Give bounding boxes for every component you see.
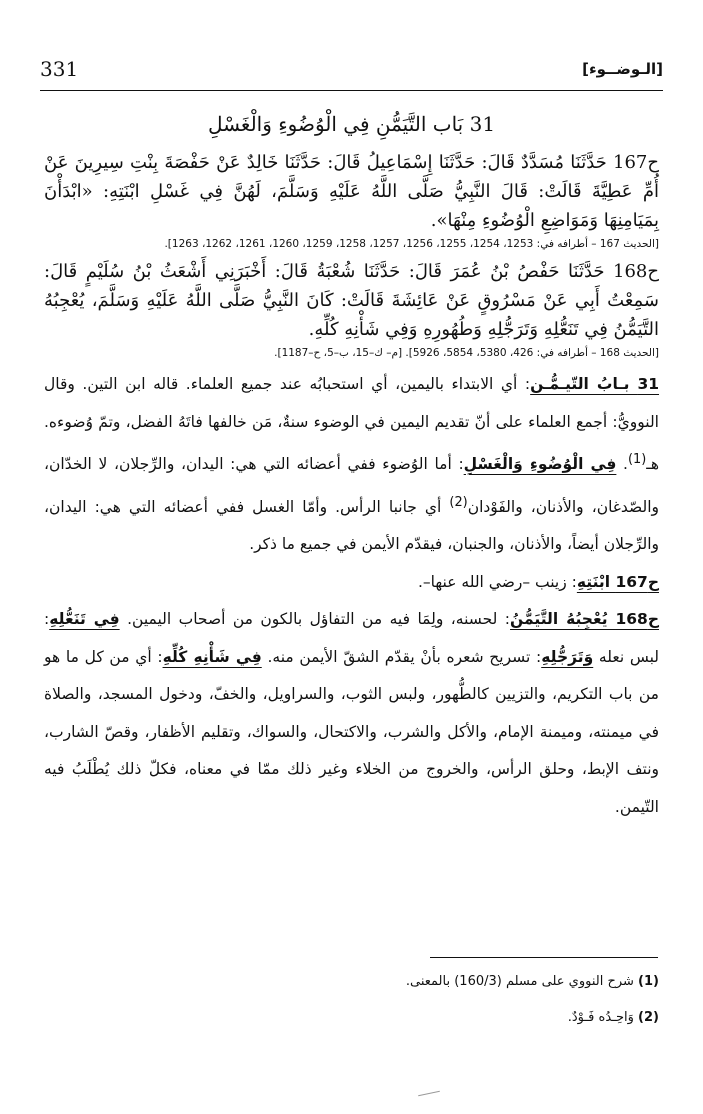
hadith-167-refs: [الحديث 167 – أطرافه في: 1253، 1254، 1255، 1256، 1257، 1258، 1259، 1260، 1261، 1262، 1263]. — [164, 238, 659, 250]
footnote-number: (1) — [638, 974, 659, 989]
footnote-2 — [44, 1000, 659, 1036]
page-number: 331 — [40, 57, 79, 81]
hadith-168-refs: [الحديث 168 – أطرافه في: 426، 5380، 5854، 5926]. [م– ك–15، ب–5، ح–1187]. — [274, 347, 659, 359]
commentary-text: : لحسنه، ولِمَا فيه من التفاؤل بالكون من أصحاب اليمين. — [127, 610, 511, 629]
keyword-tanaulihi: فِي تَنَعُّلِهِ — [49, 610, 120, 629]
footnote-ref-2[interactable]: (2) — [449, 494, 468, 510]
footnote-text: وَاحِـدُه فَـوْدٌ. — [567, 1010, 634, 1025]
main-text — [44, 100, 659, 826]
hadith-167-text: ح167 حَدَّثَنَا مُسَدَّدٌ قَالَ: حَدَّثَنَا إِسْمَاعِيلُ قَالَ: حَدَّثَنَا خَالِدٌ عَنْ حَفْصَةَ بِنْتِ سِيرِينَ عَنْ أُمِّ عَطِيَّةَ قَالَتْ: قَالَ النَّبِيُّ صَلَّى اللَّهُ عَلَيْهِ وَسَلَّمَ، لَهُنَّ فِي غَسْلِ ابْنَتِهِ: «ابْدَأْنَ بِمَيَامِنِهَا وَمَوَاضِعِ الْوُضُوءِ مِنْهَا». — [44, 152, 659, 231]
scan-mark — [418, 1091, 440, 1097]
keyword-chapter: 31 بـابُ التّيـمُّـن — [530, 375, 660, 393]
commentary-168 — [44, 601, 659, 826]
keyword-shanihi: فِي شَأْنِهِ كُلِّهِ — [162, 647, 262, 666]
hadith-168-text: ح168 حَدَّثَنَا حَفْصُ بْنُ عُمَرَ قَالَ: حَدَّثَنَا شُعْبَةُ قَالَ: أَخْبَرَنِي أَشْعَثُ بْنُ سُلَيْمٍ قَالَ: سَمِعْتُ أَبِي عَنْ مَسْرُوقٍ عَنْ عَائِشَةَ قَالَتْ: كَانَ النَّبِيُّ صَلَّى اللَّهُ عَلَيْهِ وَسَلَّمَ، يُعْجِبُهُ التَّيَمُّنُ فِي تَنَعُّلِهِ وَتَرَجُّلِهِ وَطُهُورِهِ وَفِي شَأْنِهِ كُلِّهِ. — [44, 261, 660, 340]
keyword-wudu-ghusl: فِي الْوُضُوءِ وَالْغَسْلِ — [463, 455, 617, 474]
page-header — [40, 52, 663, 86]
keyword-ibnatihi: ح167 ابْنَتِهِ — [576, 572, 659, 591]
commentary-text: : أي من كل ما هو من باب التكريم، والتزيين كالطُّهور، ولبس الثوب، والسراويل، والخفّ، ودخول المسجد، والصلاة في ميمنته، وميمنة الإمام، والأكل والشرب، والاكتحال، والسواك، وتقليم الأظفار، وقصّ الشارب، ونتف الإبط، وحلق الرأس، والخروج من الخلاء وغير ذلك ممّا في معناه، فكلّ ذلك يُطْلَبُ فيه التّيمن. — [44, 647, 659, 816]
commentary-text: : أما الوُضوء ففي أعضائه التي هي: اليدان، والرِّجلان، لا الخدّان، والصّدغان، والأذنان، والفَوْدان — [44, 455, 659, 516]
keyword-tarajjulihi: وَتَرَجُّلِهِ — [541, 647, 594, 666]
keyword-yujibuhu: ح168 يُعْجِبُهُ التَّيَمُّنُ — [510, 610, 660, 629]
footnote-number: (2) — [638, 1010, 659, 1025]
footnote-rule — [430, 957, 658, 958]
commentary-text: أي جانبا الرأس. وأمّا الغسل ففي أعضائه التي هي: اليدان، والرِّجلان أيضاً، والأذنان، والجنبان، فيقدّم الأيمن في جميع ما ذكر. — [44, 497, 659, 554]
footnote-1 — [44, 964, 659, 1000]
footnote-ref-1[interactable]: (1) — [627, 452, 647, 467]
chapter-title: 31 بَاب التَّيَمُّنِ فِي الْوُضُوءِ وَالْغَسْلِ — [207, 112, 496, 136]
commentary-167 — [44, 564, 659, 602]
footnotes — [44, 964, 659, 1036]
commentary-text: : لبس نعله — [44, 610, 659, 666]
commentary-text: : أي الابتداء باليمين، أي استحبابُه عند جميع العلماء. قاله ابن التين. وقال النوويُّ: أجمع العلماء على أنّ تقديم اليمين في الوضوء سنةٌ، مَن خالفها فاتَهُ الفضل، وتمّ وُضوءه. هـ — [44, 375, 659, 474]
commentary-text: : تسريح شعره بأنْ يقدّم الشقّ الأيمن منه. — [267, 647, 542, 666]
running-head: [الـوضــوء] — [582, 60, 663, 78]
header-rule — [40, 90, 663, 91]
footnote-text: شرح النووي على مسلم (160/3) بالمعنى. — [405, 974, 634, 989]
commentary-chapter: 31 بـابُ التّيـمُّـن: أي الابتداء باليمين، أي استحبابُه عند جميع العلماء. قاله ابن التين. وقال النوويُّ: أجمع العلماء على أنّ تقديم اليمين في الوضوء سنةٌ، مَن خالفها فاتَهُ الفضل، وتمّ وُضوءه. هـ$^{(1)}$. فِي الْوُضُوءِ وَالْغَسْلِ: أما الوُضوء ففي أعضائه التي هي: اليدان، والرِّجلان، لا الخدّان، والصّدغان، والأذنان، والفَوْدان$^{(2)}$ أي جانبا الرأس. وأمّا الغسل ففي أعضائه التي هي: اليدان، والرِّجلان أيضاً، والأذنان، والجنبان، فيقدّم الأيمن في جميع ما ذكر. — [44, 375, 660, 554]
commentary-text: : زينب –رضي الله عنها–. — [417, 572, 577, 591]
